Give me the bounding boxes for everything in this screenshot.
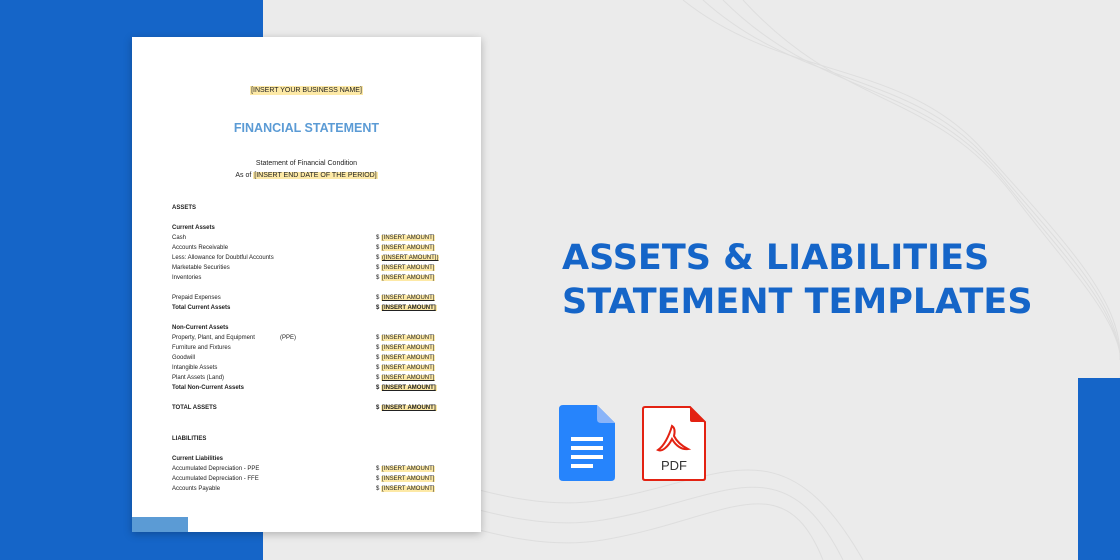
row-currency: $	[376, 255, 380, 261]
row-amount: [INSERT AMOUNT]	[382, 265, 435, 271]
row-label: Cash	[172, 235, 187, 241]
statement-row	[172, 273, 442, 283]
statement-row	[172, 353, 442, 363]
statement-row	[172, 243, 442, 253]
row-amount: [INSERT AMOUNT]	[382, 345, 435, 351]
row-label: Accounts Receivable	[172, 245, 229, 251]
row-label: Property, Plant, and Equipment	[172, 335, 255, 341]
row-currency: $	[376, 265, 380, 271]
row-label: Prepaid Expenses	[172, 295, 221, 301]
row-amount: [INSERT AMOUNT]	[382, 375, 435, 381]
statement-row	[172, 293, 442, 303]
row-label: Intangible Assets	[172, 365, 218, 371]
row-extra: (PPE)	[280, 335, 297, 341]
statement-row	[172, 383, 442, 393]
row-amount: [INSERT AMOUNT]	[382, 275, 435, 281]
statement-row	[172, 343, 442, 353]
row-amount: ([INSERT AMOUNT])	[382, 255, 439, 261]
row-label: Current Liabilities	[172, 456, 224, 462]
statement-row	[172, 373, 442, 383]
statement-row	[172, 434, 442, 444]
statement-row	[172, 223, 442, 233]
footer-accent-bar	[132, 517, 188, 532]
document-title: FINANCIAL STATEMENT	[233, 121, 380, 135]
row-amount: [INSERT AMOUNT]	[382, 405, 436, 411]
headline-line-1: ASSETS & LIABILITIES	[562, 238, 990, 278]
row-label: Furniture and Fixtures	[172, 345, 231, 351]
statement-row	[172, 403, 442, 413]
row-label: Inventories	[172, 275, 202, 281]
row-amount: [INSERT AMOUNT]	[382, 365, 435, 371]
document-preview	[132, 37, 481, 532]
corner-blue-accent	[1078, 378, 1120, 560]
pdf-icon	[642, 406, 706, 481]
row-label: Accounts Payable	[172, 486, 221, 492]
row-amount: [INSERT AMOUNT]	[382, 245, 435, 251]
statement-row	[172, 484, 442, 494]
document-subtitle: Statement of Financial Condition	[255, 160, 358, 167]
row-label: TOTAL ASSETS	[172, 405, 217, 411]
row-currency: $	[376, 466, 380, 472]
row-label: Accumulated Depreciation - PPE	[172, 466, 260, 472]
statement-row	[172, 303, 442, 313]
row-currency: $	[376, 355, 380, 361]
row-label: Goodwill	[172, 355, 196, 361]
row-amount: [INSERT AMOUNT]	[382, 466, 435, 472]
row-currency: $	[376, 476, 380, 482]
google-docs-icon	[559, 405, 615, 481]
row-amount: [INSERT AMOUNT]	[382, 385, 436, 391]
row-currency: $	[376, 345, 380, 351]
row-label: ASSETS	[172, 205, 197, 211]
row-label: Plant Assets (Land)	[172, 375, 225, 381]
row-currency: $	[376, 295, 380, 301]
headline	[562, 236, 1033, 324]
row-currency: $	[376, 365, 380, 371]
row-currency: $	[376, 335, 380, 341]
row-currency: $	[376, 486, 380, 492]
as-of-line: As of [INSERT END DATE OF THE PERIOD]	[235, 172, 377, 179]
statement-row	[172, 203, 442, 213]
row-amount: [INSERT AMOUNT]	[382, 355, 435, 361]
statement-row	[172, 363, 442, 373]
statement-row	[172, 333, 442, 343]
statement-row	[172, 454, 442, 464]
row-amount: [INSERT AMOUNT]	[382, 295, 435, 301]
row-label: Accumulated Depreciation - FFE	[172, 476, 259, 482]
row-amount: [INSERT AMOUNT]	[382, 486, 435, 492]
row-label: Less: Allowance for Doubtful Accounts	[172, 255, 274, 261]
row-label: Non-Current Assets	[172, 325, 229, 331]
business-name: [INSERT YOUR BUSINESS NAME]	[251, 87, 362, 94]
row-currency: $	[376, 375, 380, 381]
row-label: Total Non-Current Assets	[172, 385, 245, 391]
row-amount: [INSERT AMOUNT]	[382, 476, 435, 482]
statement-row	[172, 233, 442, 243]
pdf-label: PDF	[661, 458, 687, 473]
statement-row	[172, 464, 442, 474]
row-currency: $	[376, 305, 380, 311]
statement-row	[172, 263, 442, 273]
row-amount: [INSERT AMOUNT]	[382, 335, 435, 341]
row-label: Total Current Assets	[172, 305, 231, 311]
row-label: Current Assets	[172, 225, 215, 231]
statement-row	[172, 253, 442, 263]
row-label: Marketable Securities	[172, 265, 230, 271]
row-amount: [INSERT AMOUNT]	[382, 305, 436, 311]
row-currency: $	[376, 275, 380, 281]
row-amount: [INSERT AMOUNT]	[382, 235, 435, 241]
row-currency: $	[376, 235, 380, 241]
statement-row	[172, 323, 442, 333]
row-label: LIABILITIES	[172, 436, 207, 442]
row-currency: $	[376, 385, 380, 391]
row-currency: $	[376, 245, 380, 251]
row-currency: $	[376, 405, 380, 411]
statement-row	[172, 474, 442, 484]
headline-line-2: STATEMENT TEMPLATES	[562, 282, 1033, 322]
